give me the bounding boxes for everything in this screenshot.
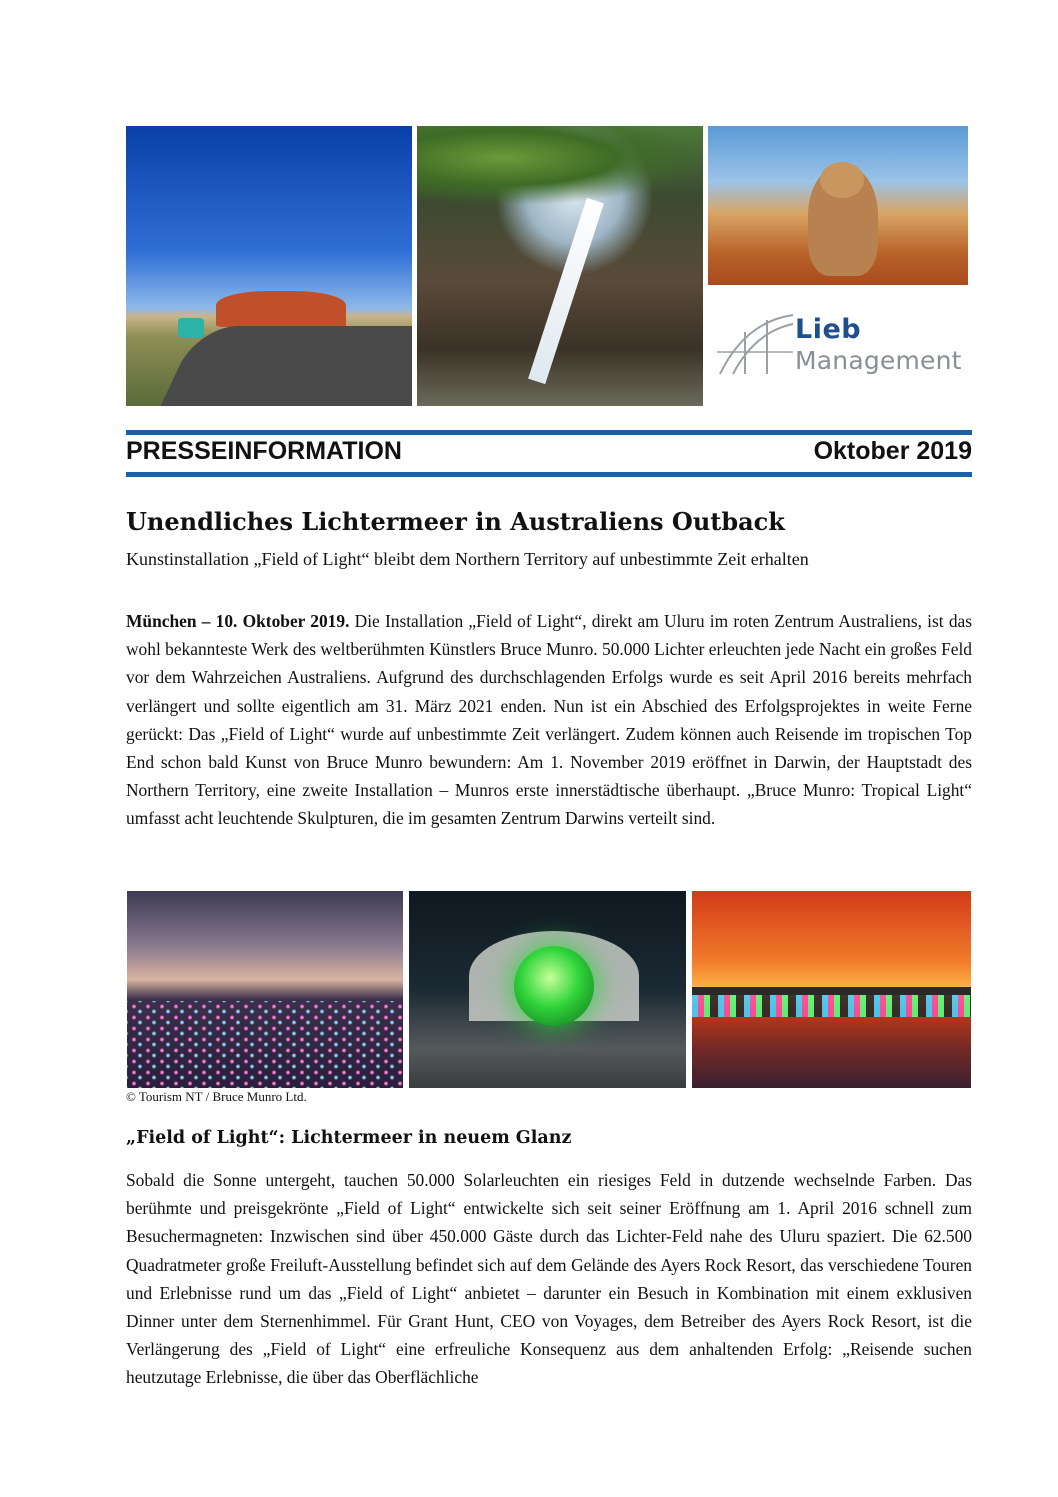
header-rule-top (126, 430, 972, 435)
photo-field-of-light (127, 891, 403, 1088)
page-subtitle: Kunstinstallation „Field of Light“ bleibt dem Northern Territory auf unbestimmte Zeit erhalten (126, 549, 809, 569)
bridge-deck-shape (692, 987, 971, 995)
bridge-lights-shape (692, 995, 971, 1017)
photo-uluru-road (126, 126, 412, 406)
photo-caption: © Tourism NT / Bruce Munro Ltd. (126, 1089, 307, 1104)
intro-text: Die Installation „Field of Light“, direkt am Uluru im roten Zentrum Australiens, ist das wohl bekannteste Werk des weltberühmten Künstlers Bruce Munro. 50.000 Lichter erleuchten jede Nacht ein großes Feld vor dem Wahrzeichen Australiens. Aufgrund des durchschlagenden Erfolgs wurde es seit April 2016 bereits mehrfach verlängert und sollte eigentlich am 31. März 2021 enden. Nun ist ein Abschied des Erfolgsprojektes in weite Ferne gerückt: Das „Field of Light“ wurde auf unbestimmte Zeit verlängert. Zudem können auch Reisende im tropischen Top End schon bald Kunst von Bruce Munro bewundern: Am 1. November 2019 eröffnet in Darwin, der Hauptstadt des Northern Territory, eine zweite Installation – Munros erste innerstädtische überhaupt. „Bruce Munro: Tropical Light“ umfasst acht leuchtende Skulpturen, die im gesamten Zentrum Darwins verteilt sind. (126, 611, 972, 829)
logo-mark-icon (715, 312, 795, 382)
page-title: Unendliches Lichtermeer in Australiens Outback (126, 507, 785, 536)
photo-lit-bridge (692, 891, 971, 1088)
uluru-rock-shape (216, 291, 346, 327)
waterfall-shape (528, 198, 604, 384)
press-date: Oktober 2019 (813, 437, 972, 465)
van-shape (178, 318, 204, 338)
lights-pattern (127, 1001, 403, 1088)
photo-kangaroo (708, 126, 968, 285)
tree-shape (417, 126, 703, 206)
intro-dateline: München – 10. Oktober 2019. (126, 611, 350, 631)
road-shape (156, 326, 412, 406)
section-heading: „Field of Light“: Lichtermeer in neuem Glanz (126, 1128, 572, 1148)
glowing-sphere-shape (514, 946, 594, 1026)
photo-light-sphere (409, 891, 686, 1088)
header-rule-bottom (126, 472, 972, 477)
intro-paragraph (126, 607, 972, 833)
photo-waterfall (417, 126, 703, 406)
press-label: PRESSEINFORMATION (126, 437, 402, 465)
logo-text-lieb: Lieb (795, 314, 862, 345)
section-paragraph: Sobald die Sonne untergeht, tauchen 50.000 Solarleuchten ein riesiges Feld in dutzende wechselnde Farben. Das berühmte und preisgekrönte „Field of Light“ entwickelte sich seit seiner Eröffnung am 1. April 2016 schnell zum Besuchermagneten: Inzwischen sind über 450.000 Gäste durch das Lichter-Feld nahe des Uluru spaziert. Die 62.500 Quadratmeter große Freiluft-Ausstellung befindet sich auf dem Gelände des Ayers Rock Resort, das verschiedene Touren und Erlebnisse rund um das „Field of Light“ anbietet – darunter ein Besuch in Kombination mit einem exklusiven Dinner unter dem Sternenhimmel. Für Grant Hunt, CEO von Voyages, dem Betreiber des Ayers Rock Resort, ist die Verlängerung des „Field of Light“ eine erfreuliche Konsequenz aus dem anhaltenden Erfolg: „Reisende suchen heutzutage Erlebnisse, die über das Oberflächliche (126, 1170, 972, 1388)
kangaroo-head-shape (820, 162, 864, 198)
logo-text-management: Management (795, 346, 962, 375)
lieb-management-logo (715, 312, 970, 382)
